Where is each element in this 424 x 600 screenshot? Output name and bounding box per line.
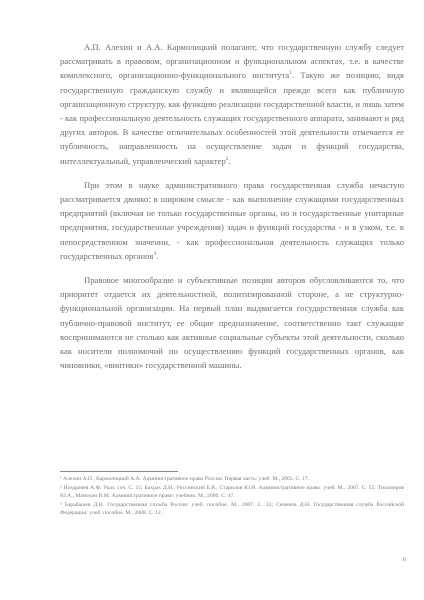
body-text xyxy=(60,40,404,372)
paragraph-3: Правовое многообразие и субъективные позиции авторов обусловливаются то, что приоритет отдается их деятельностной, политизированной стороне, а не структурно-функциональной организации. На первый план выдвигается государственная служба как публично-правовой институт, ее общие предназначение, соответственно такт служащие воспринимаются не столько как активные социальные субъекты этой деятельности, сколько как носители полномочий по осуществлению функций государственных органов, как чиновники, «винтики» государственной машины. xyxy=(60,275,404,371)
footnote-2: ² Ноздрачев А.Ф. Указ. соч. С. 15; Бахрах Д.Н., Россинский Б.В., Старилов Ю.Н. Административное право: учеб. М., 2007. С. 55; Тихомиров Ю.А., Манохин В.М. Административное право: учебник. М., 2006. С. 47. xyxy=(60,484,404,500)
page-number: 6 xyxy=(402,556,406,563)
footnote-ref-3: 3 xyxy=(153,250,157,257)
paragraph-2: При этом в науке административного права государственная служба нечастую рассматривается двояко: в широком смысле - как выполнение служащими государственных предприятий (включая не только государственные органы, но и государственные унитарные предприятия, государственные учреждения) задач и функций государства - и в узком, т.е. в непосредственном значении, - как профессиональная деятельность служащих только государственных органов$^3$. xyxy=(60,179,404,261)
footnotes xyxy=(60,475,404,518)
footnote-3: ³ Барабашев Д.Н. Государственная служба России: учеб. пособие. М., 2007. С. 33; Семенов Д.Н. Государственная служба Российской Федерации: учеб. пособие. М., 2008. С. 12. xyxy=(60,501,404,517)
footnote-divider xyxy=(60,471,178,472)
footnote-ref-2: 2 xyxy=(225,155,229,162)
footnote-ref-1: 1 xyxy=(289,70,292,77)
paragraph-1: А.П. Алехин и А.А. Кармолицкий полагают, что государственную службу следует рассматривать в правовом, организационном и функциональном аспектах, т.е. в качестве комплексного, организационно-функционального института$^1$. Такую же позицию, видя государственную гражданскую службу и являющейся прежде всего как публичную организационную структуру, как функцию реализации государственной власти, и лишь затем - как профессиональную деятельность служащих государственного аппарата, занимают и ряд других авторов. В качестве отличительных особенностей этой деятельности отмечается ее публичность, направленность на осуществление задач и функций государства, интеллектуальный, управленческий характер$^2$. xyxy=(60,42,405,166)
footnote-1: ¹ Алехин А.П., Кармолицкий А.А. Административное право России. Первая часть: учеб. М., 2005. С. 17. xyxy=(60,476,310,482)
